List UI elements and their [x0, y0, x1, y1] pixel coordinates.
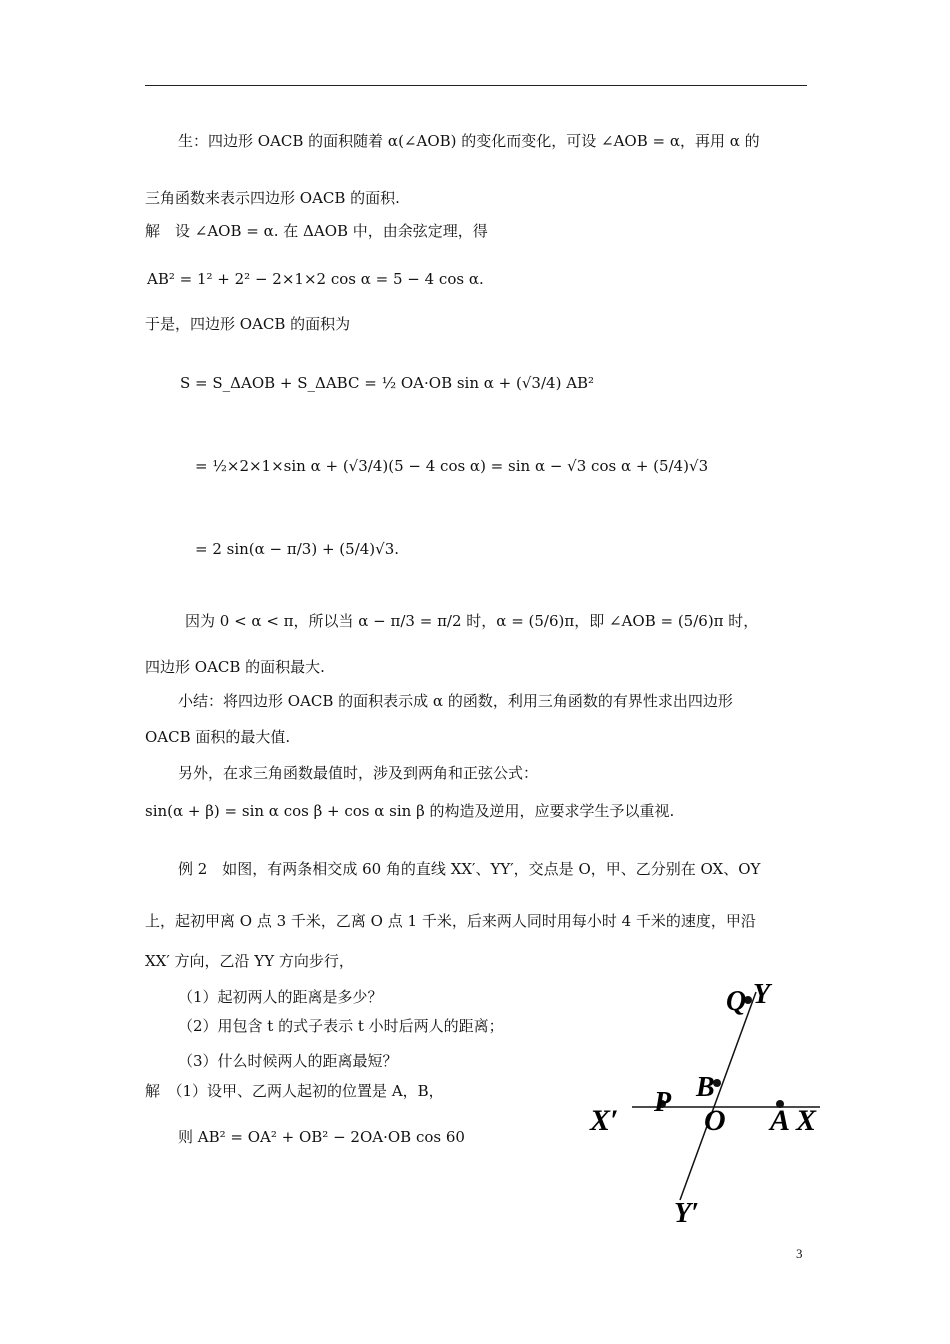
label-x: X [796, 1104, 817, 1137]
equation-sum-formula: sin(α + β) = sin α cos β + cos α sin β 的构造及逆用，应要求学生予以重视. [145, 802, 675, 820]
label-q: Q [726, 986, 747, 1017]
text-line-2: 三角函数来表示四边形 OACB 的面积. [145, 189, 400, 207]
equation-area-1: S = S_ΔAOB + S_ΔABC = ½ OA·OB sin α + (√3/4) AB² [180, 374, 595, 392]
page-number: 3 [796, 1246, 803, 1261]
question-1: （1）起初两人的距离是多少？ [178, 988, 383, 1006]
label-o: O [704, 1104, 726, 1137]
label-y: Y [753, 979, 771, 1010]
label-x-prime: X′ [590, 1104, 619, 1137]
text-line-13: 另外，在求三角函数最值时，涉及到两角和正弦公式： [178, 764, 539, 782]
text-line-5: 于是，四边形 OACB 的面积为 [145, 315, 351, 333]
solution-line-2: 则 AB² = OA² + OB² − 2OA·OB cos 60 [178, 1128, 465, 1146]
text-line-1: 生：四边形 OACB 的面积随着 α(∠AOB) 的变化而变化，可设 ∠AOB = α，再用 α 的 [178, 132, 760, 150]
text-line-10: 四边形 OACB 的面积最大. [145, 658, 325, 676]
label-b: B [696, 1072, 715, 1103]
text-line-3: 解 设 ∠AOB = α. 在 ΔAOB 中，由余弦定理，得 [145, 222, 488, 240]
question-2: （2）用包含 t 的式子表示 t 小时后两人的距离； [178, 1017, 504, 1035]
equation-area-2: = ½×2×1×sin α + (√3/4)(5 − 4 cos α) = sin α − √3 cos α + (5/4)√3 [195, 457, 709, 475]
summary-line-2: OACB 面积的最大值. [145, 728, 291, 746]
label-a: A [770, 1104, 791, 1137]
example-2-line-1: 例 2 如图，有两条相交成 60 角的直线 XX′、YY′，交点是 O，甲、乙分别在 OX、OY [178, 860, 761, 878]
line-yy-prime [680, 992, 756, 1200]
example-2-line-2: 上，起初甲离 O 点 3 千米，乙离 O 点 1 千米，后来两人同时用每小时 4 千米的速度，甲沿 [145, 912, 756, 930]
equation-area-3: = 2 sin(α − π/3) + (5/4)√3. [195, 540, 400, 558]
solution-line-1: 解 （1）设甲、乙两人起初的位置是 A，B， [145, 1082, 444, 1100]
text-line-9: 因为 0 < α < π，所以当 α − π/3 = π/2 时，α = (5/6)π，即 ∠AOB = (5/6)π 时， [185, 612, 759, 630]
question-3: （3）什么时候两人的距离最短？ [178, 1052, 398, 1070]
label-y-prime: Y′ [674, 1198, 699, 1229]
label-p: P [654, 1087, 672, 1118]
example-2-line-3: XX′ 方向，乙沿 YY 方向步行， [145, 952, 354, 970]
header-rule [145, 85, 807, 86]
intersecting-lines-figure [570, 970, 840, 1230]
summary-line-1: 小结：将四边形 OACB 的面积表示成 α 的函数，利用三角函数的有界性求出四边形 [178, 692, 733, 710]
equation-law-of-cosines: AB² = 1² + 2² − 2×1×2 cos α = 5 − 4 cos α. [147, 270, 484, 288]
